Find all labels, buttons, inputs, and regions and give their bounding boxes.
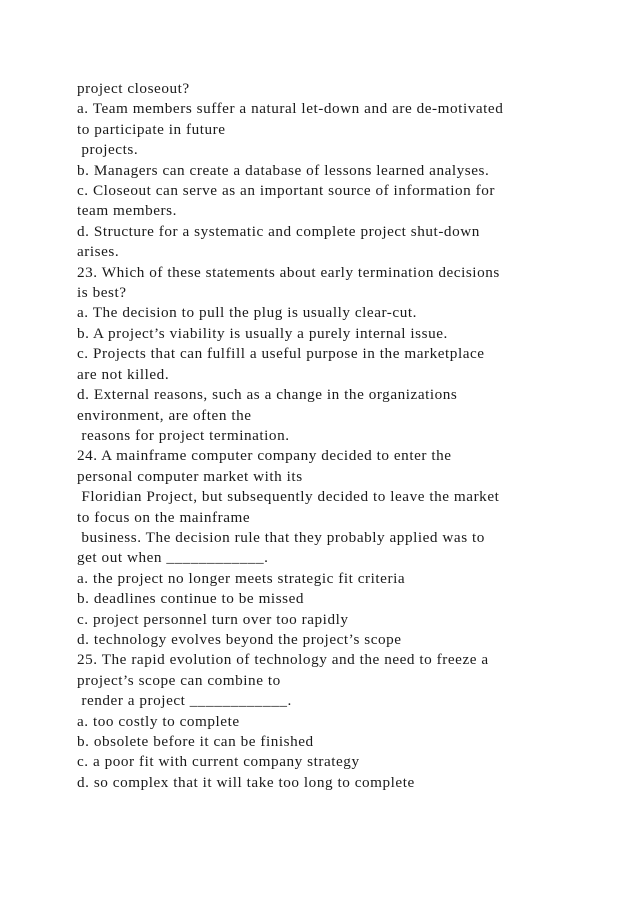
text-line: to participate in future — [77, 120, 226, 138]
text-line: a. too costly to complete — [77, 712, 240, 730]
text-line: b. deadlines continue to be missed — [77, 590, 305, 608]
text-line: d. so complex that it will take too long to complete — [77, 773, 415, 791]
document-text — [77, 79, 577, 793]
text-line: project’s scope can combine to — [77, 671, 281, 689]
text-line: a. the project no longer meets strategic fit criteria — [77, 569, 406, 587]
text-line: are not killed. — [77, 365, 170, 383]
text-line: arises. — [77, 243, 120, 261]
text-line: d. Structure for a systematic and complete project shut-down — [77, 222, 480, 240]
text-line: b. A project’s viability is usually a purely internal issue. — [77, 324, 448, 342]
text-line: 23. Which of these statements about early termination decisions — [77, 263, 500, 281]
text-line: team members. — [77, 202, 177, 220]
text-line: environment, are often the — [77, 406, 252, 424]
text-line: d. technology evolves beyond the project’s scope — [77, 630, 402, 648]
text-line: personal computer market with its — [77, 467, 303, 485]
text-line: c. a poor fit with current company strategy — [77, 753, 360, 771]
text-line: c. project personnel turn over too rapidly — [77, 610, 349, 628]
text-line: d. External reasons, such as a change in the organizations — [77, 386, 458, 404]
text-line: a. The decision to pull the plug is usually clear-cut. — [77, 304, 417, 322]
text-line: project closeout? — [77, 80, 190, 97]
text-line: c. Closeout can serve as an important source of information for — [77, 182, 496, 200]
text-line: c. Projects that can fulfill a useful purpose in the marketplace — [77, 345, 485, 363]
text-line: projects. — [77, 141, 139, 159]
text-line: to focus on the mainframe — [77, 508, 251, 526]
text-line: b. obsolete before it can be finished — [77, 733, 314, 750]
text-line: reasons for project termination. — [77, 426, 290, 444]
text-line: b. Managers can create a database of lessons learned analyses. — [77, 161, 490, 179]
text-line: a. Team members suffer a natural let-down and are de-motivated — [77, 100, 504, 118]
text-line: render a project ____________. — [77, 692, 292, 710]
text-line: Floridian Project, but subsequently decided to leave the market — [77, 488, 500, 506]
text-line: 24. A mainframe computer company decided to enter the — [77, 447, 452, 465]
text-line: is best? — [77, 284, 127, 302]
text-line: business. The decision rule that they probably applied was to — [77, 528, 485, 546]
text-line: 25. The rapid evolution of technology and the need to freeze a — [77, 651, 489, 669]
text-line: get out when ____________. — [77, 549, 269, 567]
